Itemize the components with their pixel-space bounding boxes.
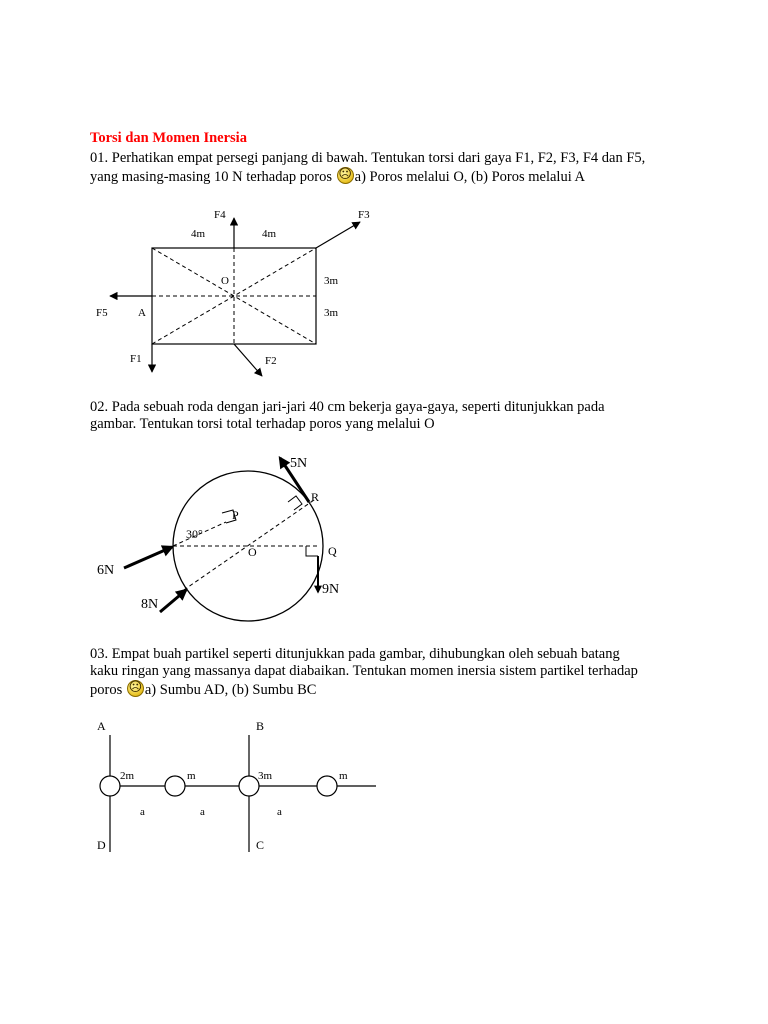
label-8N: 8N: [141, 597, 159, 612]
question-2-line-2: gambar. Tentukan torsi total terhadap poros yang melalui O: [90, 416, 435, 432]
label-height-top: 3m: [324, 275, 339, 287]
question-1-line-2b: a) Poros melalui O, (b) Poros melalui A: [354, 169, 586, 185]
question-3-line-1: 03. Empat buah partikel seperti ditunjukkan pada gambar, dihubungkan oleh sebuah batang: [90, 646, 620, 662]
label-angle: 30°: [186, 527, 203, 541]
question-3-line-3a: poros: [90, 682, 126, 698]
particle-3m: [239, 776, 259, 796]
question-3-line-2: kaku ringan yang massanya dapat diabaikan. Tentukan momen inersia sistem partikel terhadap: [90, 663, 638, 679]
label-P: P: [232, 508, 239, 522]
question-1-line-1: 01. Perhatikan empat persegi panjang di bawah. Tentukan torsi dari gaya F1, F2, F3, F4 dan F5,: [90, 150, 646, 166]
label-width-right: 4m: [262, 228, 277, 240]
label-a-1: a: [140, 806, 145, 818]
label-F2: F2: [265, 355, 277, 367]
label-F3: F3: [358, 209, 370, 221]
question-2-line-1: 02. Pada sebuah roda dengan jari-jari 40 cm bekerja gaya-gaya, seperti ditunjukkan pada: [90, 399, 605, 415]
label-O: O: [221, 275, 229, 287]
label-m-1: m: [187, 770, 196, 782]
label-F1: F1: [130, 353, 142, 365]
label-a-2: a: [200, 806, 205, 818]
label-A: A: [97, 719, 106, 733]
label-Q: Q: [328, 544, 337, 558]
label-F5: F5: [96, 307, 108, 319]
label-a-3: a: [277, 806, 282, 818]
particle-m-2: [317, 776, 337, 796]
label-2m: 2m: [120, 770, 135, 782]
label-A: A: [138, 307, 146, 319]
label-5N: 5N: [290, 456, 308, 471]
label-9N: 9N: [322, 582, 340, 597]
label-F4: F4: [214, 209, 226, 221]
question-3-line-3b: a) Sumbu AD, (b) Sumbu BC: [144, 682, 317, 698]
particle-2m: [100, 776, 120, 796]
label-O: O: [248, 545, 257, 559]
label-C: C: [256, 838, 265, 852]
particle-m-1: [165, 776, 185, 796]
question-1-line-2a: yang masing-masing 10 N terhadap poros: [90, 169, 336, 185]
label-D: D: [97, 838, 106, 852]
label-B: B: [256, 719, 265, 733]
page-title: Torsi dan Momen Inersia: [90, 130, 247, 146]
label-height-bottom: 3m: [324, 307, 339, 319]
label-6N: 6N: [97, 563, 115, 578]
label-R: R: [311, 490, 320, 504]
label-width-left: 4m: [191, 228, 206, 240]
label-m-2: m: [339, 770, 348, 782]
label-3m: 3m: [258, 770, 273, 782]
